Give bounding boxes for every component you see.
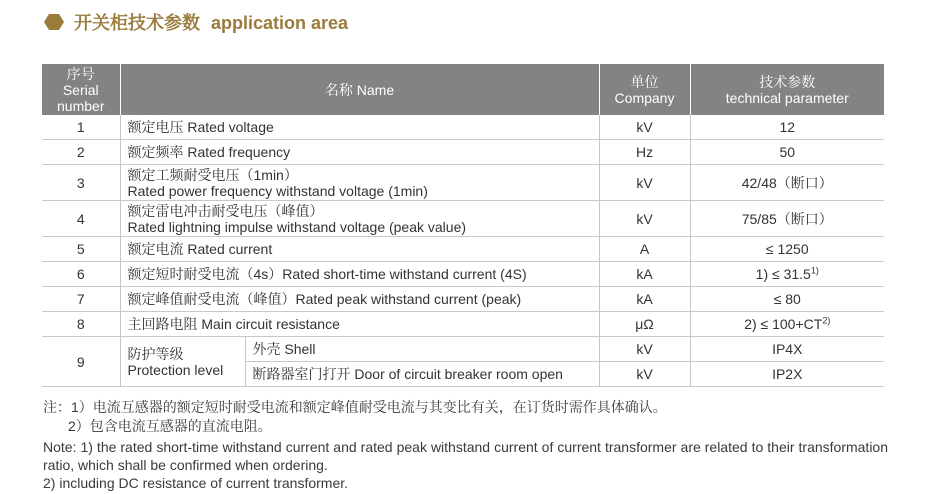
row-name-cn: 额定工频耐受电压（1min） — [127, 166, 298, 183]
row-unit: A — [599, 237, 690, 262]
row-value: ≤ 80 — [690, 287, 884, 312]
technical-parameter-table — [42, 64, 884, 387]
row-number: 7 — [42, 287, 120, 312]
header-param-en: technical parameter — [725, 89, 849, 106]
table-row — [42, 237, 884, 262]
table-row — [42, 262, 884, 287]
row-name: 额定峰值耐受电流（峰值）Rated peak withstand current (peak) — [120, 287, 599, 312]
row-unit: kV — [599, 362, 690, 387]
row-name: 外壳 Shell — [245, 337, 599, 362]
row-unit: kV — [599, 337, 690, 362]
header-param-cn: 技术参数 — [759, 73, 816, 90]
row-number: 9 — [42, 337, 120, 387]
section-title-en: application area — [211, 13, 349, 33]
row-number: 6 — [42, 262, 120, 287]
row-value: 42/48（断口） — [690, 165, 884, 201]
row-unit: kV — [599, 115, 690, 140]
header-name: 名称 Name — [120, 64, 599, 115]
header-serial-number — [42, 64, 120, 115]
header-unit-cn: 单位 — [630, 73, 659, 90]
row-value-text: 2) ≤ 100+CT — [744, 316, 823, 332]
row-number: 8 — [42, 312, 120, 337]
row-name: 断路器室门打开 Door of circuit breaker room open — [245, 362, 599, 387]
row-value: 50 — [690, 140, 884, 165]
row-value: 12 — [690, 115, 884, 140]
header-serial-en-1: Serial — [62, 81, 99, 98]
row-value — [690, 312, 884, 337]
note-en-2: 2) including DC resistance of current transformer. — [43, 475, 349, 491]
row-unit: kV — [599, 201, 690, 237]
table-row — [42, 312, 884, 337]
footnote-marker: 1) — [810, 265, 819, 276]
note-cn-2: 2）包含电流互感器的直流电阻。 — [68, 418, 272, 434]
table-row — [42, 287, 884, 312]
row-group-name-cn: 防护等级 — [127, 345, 184, 362]
row-unit: kA — [599, 287, 690, 312]
row-number: 3 — [42, 165, 120, 201]
row-name: 额定短时耐受电流（4s）Rated short-time withstand current (4S) — [120, 262, 599, 287]
row-value: IP4X — [690, 337, 884, 362]
row-group-name-en: Protection level — [127, 361, 224, 378]
table-row — [42, 115, 884, 140]
row-unit: Hz — [599, 140, 690, 165]
row-value-text: 1) ≤ 31.5 — [755, 266, 811, 282]
row-name: 额定频率 Rated frequency — [120, 140, 599, 165]
row-unit: kV — [599, 165, 690, 201]
header-unit-en: Company — [614, 89, 675, 106]
row-number: 5 — [42, 237, 120, 262]
section-title — [74, 9, 348, 35]
row-name-en: Rated lightning impulse withstand voltage (peak value) — [127, 218, 467, 235]
header-serial-cn: 序号 — [66, 65, 95, 82]
row-number: 1 — [42, 115, 120, 140]
table-row — [42, 140, 884, 165]
header-technical-parameter — [690, 64, 884, 115]
row-value — [690, 262, 884, 287]
table-row — [42, 165, 884, 201]
row-value: IP2X — [690, 362, 884, 387]
footnote-marker: 2) — [822, 315, 831, 326]
row-name: 主回路电阻 Main circuit resistance — [120, 312, 599, 337]
row-number: 2 — [42, 140, 120, 165]
row-unit: kA — [599, 262, 690, 287]
row-name-cn: 额定雷电冲击耐受电压（峰值） — [127, 202, 324, 219]
row-name — [120, 201, 599, 237]
section-title-cn: 开关柜技术参数 — [74, 13, 200, 33]
row-name: 额定电流 Rated current — [120, 237, 599, 262]
note-en-1: Note: 1) the rated short-time withstand current and rated peak withstand current of current transformer are related to their transformation ratio, which shall be confirmed when ordering. — [43, 439, 888, 473]
row-name — [120, 165, 599, 201]
hexagon-bullet-icon — [44, 12, 64, 32]
row-name-en: Rated power frequency withstand voltage (1min) — [127, 182, 428, 199]
row-unit: μΩ — [599, 312, 690, 337]
table-row — [42, 201, 884, 237]
section-header — [44, 9, 348, 35]
table-header-row — [42, 64, 884, 115]
header-serial-en-2: number — [57, 97, 105, 114]
note-cn-1: 注：1）电流互感器的额定短时耐受电流和额定峰值耐受电流与其变比有关，在订货时需作具体确认。 — [43, 399, 667, 415]
table-row — [42, 337, 884, 362]
header-unit — [599, 64, 690, 115]
notes-section — [43, 398, 888, 492]
row-group-name — [120, 337, 245, 387]
row-value: ≤ 1250 — [690, 237, 884, 262]
row-name: 额定电压 Rated voltage — [120, 115, 599, 140]
row-value: 75/85（断口） — [690, 201, 884, 237]
row-number: 4 — [42, 201, 120, 237]
